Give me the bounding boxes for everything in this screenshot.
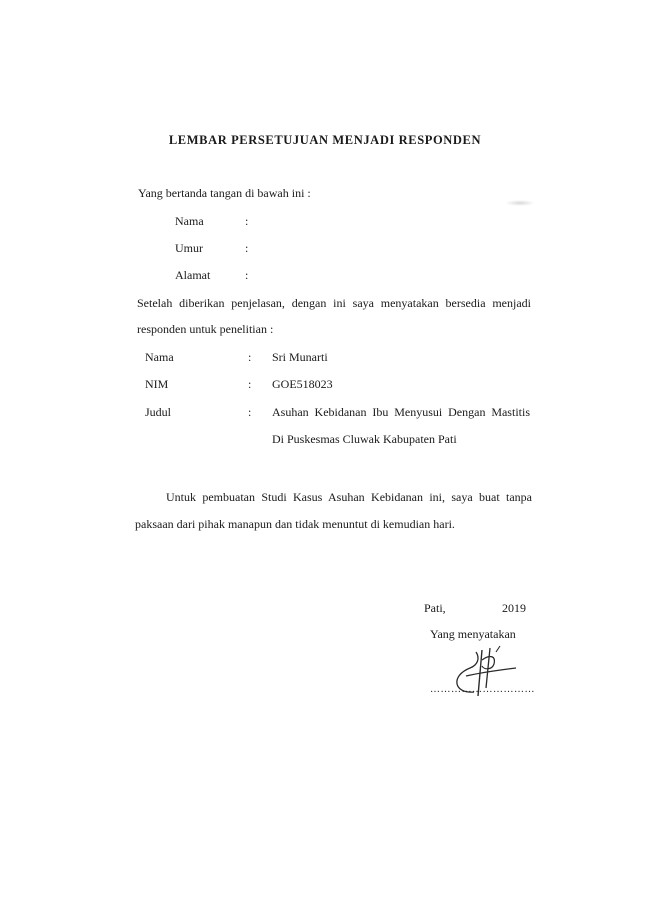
page-title: LEMBAR PERSETUJUAN MENJADI RESPONDEN <box>168 133 482 147</box>
statement-line-2: responden untuk penelitian : <box>137 322 274 336</box>
place-text: Pati, <box>424 601 446 615</box>
researcher-label-nim: NIM <box>145 377 169 391</box>
intro-text: Yang bertanda tangan di bawah ini : <box>138 186 311 200</box>
field-label-umur: Umur <box>175 241 203 255</box>
signature-dotted-line: ………………………… <box>430 684 535 695</box>
field-label-alamat: Alamat <box>175 268 211 282</box>
researcher-value-judul: Asuhan Kebidanan Ibu Menyusui Dengan Mastitis <box>272 405 530 419</box>
statement-line-1: Setelah diberikan penjelasan, dengan ini saya menyatakan bersedia menjadi <box>137 296 531 310</box>
year-text: 2019 <box>502 601 526 615</box>
scan-smudge <box>505 200 535 206</box>
researcher-label-judul: Judul <box>145 405 172 419</box>
closing-line-2: paksaan dari pihak manapun dan tidak menuntut di kemudian hari. <box>135 517 455 531</box>
field-colon: : <box>245 214 249 228</box>
researcher-label-nama: Nama <box>145 350 174 364</box>
signer-label: Yang menyatakan <box>430 627 516 641</box>
researcher-value-nama: Sri Munarti <box>272 350 328 364</box>
researcher-colon: : <box>248 377 252 391</box>
researcher-value-nim: GOE518023 <box>272 377 333 391</box>
field-label-nama: Nama <box>175 214 204 228</box>
researcher-value-judul-line2: Di Puskesmas Cluwak Kabupaten Pati <box>272 432 457 446</box>
field-colon: : <box>245 241 249 255</box>
closing-line-1: Untuk pembuatan Studi Kasus Asuhan Kebidanan ini, saya buat tanpa <box>166 490 532 504</box>
researcher-colon: : <box>248 405 252 419</box>
field-colon: : <box>245 268 249 282</box>
researcher-colon: : <box>248 350 252 364</box>
